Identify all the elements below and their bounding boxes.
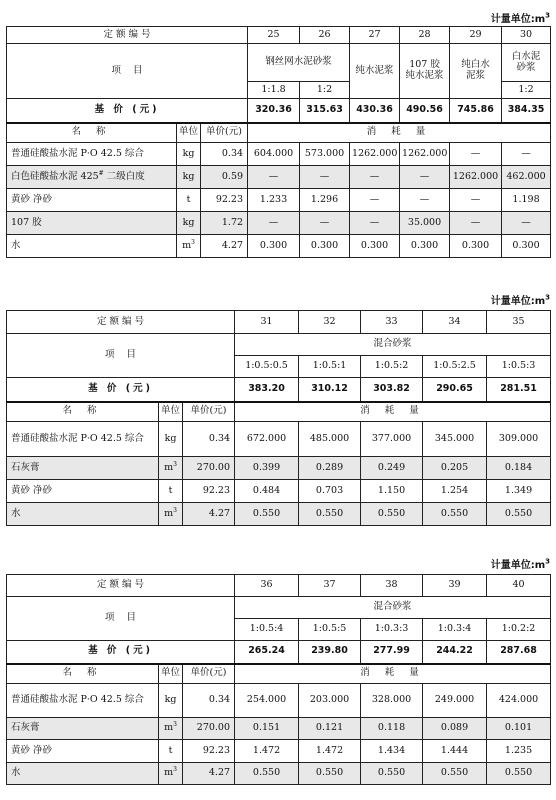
code-cell: 32: [299, 311, 361, 334]
consume-value: 0.300: [300, 235, 350, 258]
item-group: 混合砂浆: [235, 597, 551, 619]
consume-value: 1.444: [423, 740, 487, 763]
material-name: 水: [7, 235, 177, 258]
code-cell: 38: [361, 575, 423, 597]
consume-value: 1.434: [361, 740, 423, 763]
code-cell: 28: [400, 27, 450, 44]
price-header: 单价(元): [201, 123, 248, 143]
base-value: 281.51: [487, 378, 551, 402]
consume-value: 328.000: [361, 684, 423, 718]
code-cell: 34: [423, 311, 487, 334]
ratio-cell: 1:0.3:3: [361, 619, 423, 641]
material-price: 0.34: [183, 422, 235, 457]
material-name: 石灰膏: [7, 457, 159, 480]
material-unit: kg: [177, 212, 201, 235]
unit-note-1: 计量单位$:m^3$: [490, 11, 550, 25]
code-cell: 37: [299, 575, 361, 597]
code-cell: 30: [502, 27, 551, 44]
material-unit: t: [177, 189, 201, 212]
base-label: 基 价 (元): [7, 378, 235, 402]
material-name: 石灰膏: [7, 718, 159, 740]
code-row: [7, 27, 551, 44]
consume-value: 485.000: [299, 422, 361, 457]
material-price: 0.34: [201, 143, 248, 166]
material-unit: $m^3$: [159, 503, 183, 526]
table-row: [7, 457, 551, 480]
consume-value: 1262.000: [350, 143, 400, 166]
material-price: 92.23: [201, 189, 248, 212]
consume-value: —: [502, 212, 551, 235]
consume-value: 35.000: [400, 212, 450, 235]
unit-header: 单位: [159, 402, 183, 422]
consume-value: 1.472: [299, 740, 361, 763]
consume-value: 1.150: [361, 480, 423, 503]
consume-value: 0.089: [423, 718, 487, 740]
item-label: 项 目: [7, 44, 248, 99]
name-header: 名 称: [7, 402, 159, 422]
material-name: 黄砂 净砂: [7, 189, 177, 212]
consume-value: 1.472: [235, 740, 299, 763]
consume-header: 消 耗 量: [248, 123, 551, 143]
consume-value: 0.550: [361, 503, 423, 526]
code-cell: 40: [487, 575, 551, 597]
quota-table-1: [6, 26, 551, 258]
consume-value: 1.198: [502, 189, 551, 212]
ratio-cell: 1:0.5:3: [487, 356, 551, 378]
consume-value: 0.550: [361, 763, 423, 785]
material-unit: t: [159, 740, 183, 763]
base-price-row: [7, 641, 551, 664]
base-value: 287.68: [487, 641, 551, 664]
consume-value: 0.205: [423, 457, 487, 480]
item-e: 纯白水 泥浆: [450, 44, 502, 99]
item-row: [7, 44, 551, 82]
material-unit: $m^3$: [159, 718, 183, 740]
material-name: 普通硅酸盐水泥 P·O 42.5 综合: [7, 684, 159, 718]
material-unit: kg: [177, 143, 201, 166]
material-name: 水: [7, 503, 159, 526]
table-row: [7, 503, 551, 526]
ratio-cell: 1:0.5:2: [361, 356, 423, 378]
consume-value: 203.000: [299, 684, 361, 718]
material-price: 92.23: [183, 480, 235, 503]
code-cell: 29: [450, 27, 502, 44]
column-header-row: [7, 123, 551, 143]
material-unit: kg: [177, 166, 201, 189]
consume-value: 0.550: [235, 763, 299, 785]
code-row: [7, 311, 551, 334]
material-unit: t: [159, 480, 183, 503]
unit-note-2: 计量单位$:m^3$: [490, 293, 550, 307]
table-row: [7, 740, 551, 763]
base-value: 239.80: [299, 641, 361, 664]
price-header: 单价(元): [183, 402, 235, 422]
table-row: [7, 718, 551, 740]
code-cell: 31: [235, 311, 299, 334]
material-price: 270.00: [183, 457, 235, 480]
consume-value: 254.000: [235, 684, 299, 718]
code-cell: 36: [235, 575, 299, 597]
consume-value: 604.000: [248, 143, 300, 166]
consume-value: 0.300: [450, 235, 502, 258]
quota-table-2: [6, 310, 551, 526]
unit-note-3: 计量单位$:m^3$: [490, 557, 550, 571]
code-cell: 25: [248, 27, 300, 44]
consume-value: —: [450, 143, 502, 166]
column-header-row: [7, 664, 551, 684]
consume-value: —: [400, 166, 450, 189]
code-cell: 27: [350, 27, 400, 44]
consume-value: 249.000: [423, 684, 487, 718]
material-name: 白色硅酸盐水泥 425# 二级白度: [7, 166, 177, 189]
code-label: 定 额 编 号: [7, 311, 235, 334]
consume-value: —: [450, 189, 502, 212]
consume-value: —: [400, 189, 450, 212]
base-value: 384.35: [502, 99, 551, 123]
consume-value: 0.249: [361, 457, 423, 480]
base-value: 490.56: [400, 99, 450, 123]
table-row: [7, 143, 551, 166]
consume-value: —: [350, 212, 400, 235]
consume-value: 0.550: [299, 503, 361, 526]
consume-value: 0.289: [299, 457, 361, 480]
code-cell: 39: [423, 575, 487, 597]
base-value: 303.82: [361, 378, 423, 402]
item-d: 107 胶 纯水泥浆: [400, 44, 450, 99]
base-value: 430.36: [350, 99, 400, 123]
item-row: [7, 597, 551, 619]
table-row: [7, 166, 551, 189]
consume-value: 0.101: [487, 718, 551, 740]
material-price: 4.27: [201, 235, 248, 258]
consume-value: —: [450, 212, 502, 235]
consume-value: 0.300: [502, 235, 551, 258]
consume-value: 0.399: [235, 457, 299, 480]
item-group-a: 钢丝网水泥砂浆: [248, 44, 350, 82]
consume-value: 1262.000: [450, 166, 502, 189]
consume-value: 309.000: [487, 422, 551, 457]
consume-value: —: [300, 212, 350, 235]
ratio-cell: 1:0.5:0.5: [235, 356, 299, 378]
code-label: 定 额 编 号: [7, 575, 235, 597]
consume-value: 345.000: [423, 422, 487, 457]
base-price-row: [7, 378, 551, 402]
name-header: 名 称: [7, 664, 159, 684]
table-row: [7, 212, 551, 235]
consume-value: 0.484: [235, 480, 299, 503]
material-unit: $m^3$: [159, 763, 183, 785]
base-value: 745.86: [450, 99, 502, 123]
price-header: 单价(元): [183, 664, 235, 684]
consume-value: 0.184: [487, 457, 551, 480]
code-cell: 26: [300, 27, 350, 44]
material-name: 普通硅酸盐水泥 P·O 42.5 综合: [7, 143, 177, 166]
material-name: 水: [7, 763, 159, 785]
consume-value: 0.550: [487, 503, 551, 526]
ratio-cell: 1:2: [300, 82, 350, 99]
consume-value: 424.000: [487, 684, 551, 718]
consume-value: 672.000: [235, 422, 299, 457]
consume-value: 1262.000: [400, 143, 450, 166]
code-label: 定 额 编 号: [7, 27, 248, 44]
consume-value: 377.000: [361, 422, 423, 457]
material-price: 1.72: [201, 212, 248, 235]
item-label: 项 目: [7, 334, 235, 378]
consume-value: —: [350, 189, 400, 212]
material-unit: kg: [159, 684, 183, 718]
table-row: [7, 480, 551, 503]
material-name: 黄砂 净砂: [7, 740, 159, 763]
consume-value: 1.235: [487, 740, 551, 763]
consume-value: 0.300: [350, 235, 400, 258]
consume-value: 1.254: [423, 480, 487, 503]
material-unit: $m^3$: [159, 457, 183, 480]
name-header: 名 称: [7, 123, 177, 143]
material-name: 107 胶: [7, 212, 177, 235]
consume-value: —: [248, 212, 300, 235]
material-name: 黄砂 净砂: [7, 480, 159, 503]
base-value: 290.65: [423, 378, 487, 402]
base-value: 244.22: [423, 641, 487, 664]
code-cell: 35: [487, 311, 551, 334]
ratio-cell: 1:0.5:4: [235, 619, 299, 641]
base-label: 基 价 (元): [7, 641, 235, 664]
ratio-cell: 1:1.8: [248, 82, 300, 99]
consume-value: 0.300: [248, 235, 300, 258]
consume-value: 0.300: [400, 235, 450, 258]
consume-value: 0.550: [487, 763, 551, 785]
consume-value: 0.550: [299, 763, 361, 785]
table-row: [7, 763, 551, 785]
ratio-cell: 1:0.5:1: [299, 356, 361, 378]
material-price: 92.23: [183, 740, 235, 763]
material-price: 0.59: [201, 166, 248, 189]
ratio-cell: 1:0.5:2.5: [423, 356, 487, 378]
consume-header: 消 耗 量: [235, 402, 551, 422]
table-row: [7, 235, 551, 258]
base-value: 383.20: [235, 378, 299, 402]
base-value: 265.24: [235, 641, 299, 664]
base-price-row: [7, 99, 551, 123]
code-row: [7, 575, 551, 597]
consume-value: 0.550: [423, 503, 487, 526]
item-f: 白水泥 砂浆: [502, 44, 551, 82]
unit-header: 单位: [159, 664, 183, 684]
consume-value: —: [248, 166, 300, 189]
unit-header: 单位: [177, 123, 201, 143]
consume-value: 1.349: [487, 480, 551, 503]
code-cell: 33: [361, 311, 423, 334]
table-row: [7, 684, 551, 718]
consume-value: 1.233: [248, 189, 300, 212]
ratio-cell: 1:2: [502, 82, 551, 99]
material-price: 4.27: [183, 763, 235, 785]
consume-value: 1.296: [300, 189, 350, 212]
item-c: 纯水泥浆: [350, 44, 400, 99]
base-value: 320.36: [248, 99, 300, 123]
consume-value: 0.151: [235, 718, 299, 740]
consume-value: 0.703: [299, 480, 361, 503]
table-row: [7, 189, 551, 212]
ratio-cell: 1:0.5:5: [299, 619, 361, 641]
consume-header: 消 耗 量: [235, 664, 551, 684]
base-value: 310.12: [299, 378, 361, 402]
item-group: 混合砂浆: [235, 334, 551, 356]
material-unit: $m^3$: [177, 235, 201, 258]
base-value: 277.99: [361, 641, 423, 664]
column-header-row: [7, 402, 551, 422]
quota-table-3: [6, 574, 551, 785]
consume-value: 0.550: [423, 763, 487, 785]
material-price: 0.34: [183, 684, 235, 718]
table-row: [7, 422, 551, 457]
consume-value: 462.000: [502, 166, 551, 189]
consume-value: —: [300, 166, 350, 189]
material-price: 4.27: [183, 503, 235, 526]
ratio-cell: 1:0.2:2: [487, 619, 551, 641]
item-row: [7, 334, 551, 356]
base-value: 315.63: [300, 99, 350, 123]
consume-value: 0.118: [361, 718, 423, 740]
consume-value: 573.000: [300, 143, 350, 166]
base-label: 基 价 (元): [7, 99, 248, 123]
material-name: 普通硅酸盐水泥 P·O 42.5 综合: [7, 422, 159, 457]
consume-value: —: [502, 143, 551, 166]
consume-value: 0.121: [299, 718, 361, 740]
consume-value: 0.550: [235, 503, 299, 526]
ratio-cell: 1:0.3:4: [423, 619, 487, 641]
material-unit: kg: [159, 422, 183, 457]
material-price: 270.00: [183, 718, 235, 740]
consume-value: —: [350, 166, 400, 189]
item-label: 项 目: [7, 597, 235, 641]
